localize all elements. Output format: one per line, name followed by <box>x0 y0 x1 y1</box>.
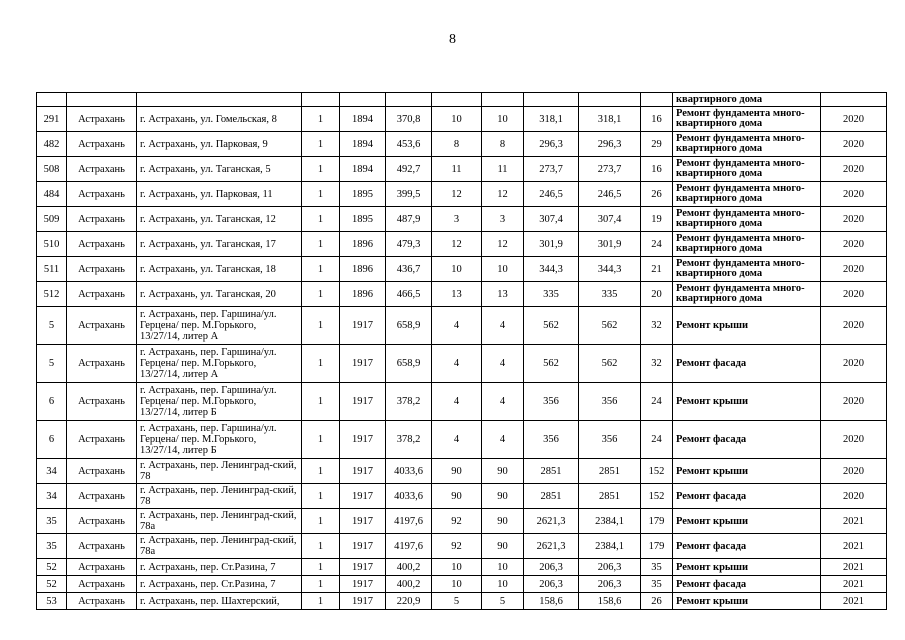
cell-city: Астрахань <box>67 534 137 559</box>
table-row <box>37 593 887 610</box>
table-row <box>37 484 887 509</box>
cell-area: 492,7 <box>386 157 432 182</box>
cell-year: 1917 <box>340 307 386 345</box>
cell-c8: 10 <box>482 559 524 576</box>
cell-num: 53 <box>37 593 67 610</box>
cell-year: 1895 <box>340 207 386 232</box>
cell-num: 6 <box>37 421 67 459</box>
cell-city: Астрахань <box>67 484 137 509</box>
cell-address: г. Астрахань, ул. Таганская, 18 <box>137 257 302 282</box>
cell-year: 1917 <box>340 383 386 421</box>
cell-year: 1917 <box>340 593 386 610</box>
cell-period: 2021 <box>821 534 887 559</box>
cell-c8: 3 <box>482 207 524 232</box>
cell-period: 2020 <box>821 484 887 509</box>
cell-c10: 273,7 <box>579 157 641 182</box>
cell-c10: 158,6 <box>579 593 641 610</box>
cell-num: 52 <box>37 559 67 576</box>
cell-year: 1894 <box>340 107 386 132</box>
cell-c9: 2851 <box>524 459 579 484</box>
cell-c9: 335 <box>524 282 579 307</box>
cell-address: г. Астрахань, пер. Ленинград-ский, 78а <box>137 509 302 534</box>
cell-city: Астрахань <box>67 232 137 257</box>
cell-c8: 8 <box>482 132 524 157</box>
cell-work: Ремонт фасада <box>673 576 821 593</box>
cell-c11: 19 <box>641 207 673 232</box>
cell-year: 1894 <box>340 132 386 157</box>
cell-c8 <box>482 93 524 107</box>
cell-year: 1917 <box>340 559 386 576</box>
cell-c10: 344,3 <box>579 257 641 282</box>
cell-area: 658,9 <box>386 307 432 345</box>
cell-address: г. Астрахань, ул. Таганская, 5 <box>137 157 302 182</box>
cell-c9 <box>524 93 579 107</box>
cell-c9: 356 <box>524 421 579 459</box>
cell-c4 <box>302 93 340 107</box>
cell-c4: 1 <box>302 421 340 459</box>
cell-c10: 356 <box>579 383 641 421</box>
cell-work: квартирного дома <box>673 93 821 107</box>
cell-area: 436,7 <box>386 257 432 282</box>
cell-c11: 35 <box>641 576 673 593</box>
cell-area: 453,6 <box>386 132 432 157</box>
cell-c7: 10 <box>432 107 482 132</box>
cell-period: 2020 <box>821 282 887 307</box>
page-number: 8 <box>449 32 456 47</box>
cell-c7: 90 <box>432 484 482 509</box>
cell-c10: 562 <box>579 307 641 345</box>
cell-c7 <box>432 93 482 107</box>
cell-c4: 1 <box>302 383 340 421</box>
cell-c4: 1 <box>302 307 340 345</box>
table-row <box>37 459 887 484</box>
table-row <box>37 534 887 559</box>
cell-c9: 2621,3 <box>524 509 579 534</box>
cell-c11: 35 <box>641 559 673 576</box>
cell-city: Астрахань <box>67 207 137 232</box>
cell-period: 2020 <box>821 132 887 157</box>
cell-work: Ремонт крыши <box>673 509 821 534</box>
cell-c11: 24 <box>641 421 673 459</box>
cell-work: Ремонт фундамента много-квартирного дома <box>673 257 821 282</box>
cell-area: 400,2 <box>386 576 432 593</box>
cell-c7: 4 <box>432 421 482 459</box>
cell-c4: 1 <box>302 232 340 257</box>
cell-work: Ремонт фасада <box>673 345 821 383</box>
cell-city: Астрахань <box>67 383 137 421</box>
cell-c11: 152 <box>641 484 673 509</box>
cell-c7: 10 <box>432 559 482 576</box>
cell-year: 1917 <box>340 421 386 459</box>
cell-c11: 16 <box>641 107 673 132</box>
cell-num: 509 <box>37 207 67 232</box>
cell-c11: 32 <box>641 307 673 345</box>
cell-work: Ремонт крыши <box>673 559 821 576</box>
cell-c8: 90 <box>482 534 524 559</box>
cell-c8: 90 <box>482 459 524 484</box>
cell-year: 1896 <box>340 257 386 282</box>
cell-num: 35 <box>37 534 67 559</box>
cell-c4: 1 <box>302 345 340 383</box>
cell-c8: 12 <box>482 232 524 257</box>
cell-c11: 24 <box>641 232 673 257</box>
cell-c4: 1 <box>302 282 340 307</box>
cell-city: Астрахань <box>67 509 137 534</box>
cell-c10: 2384,1 <box>579 534 641 559</box>
cell-period: 2020 <box>821 157 887 182</box>
cell-period: 2021 <box>821 576 887 593</box>
table-row <box>37 421 887 459</box>
cell-c9: 562 <box>524 345 579 383</box>
cell-c4: 1 <box>302 576 340 593</box>
cell-city: Астрахань <box>67 459 137 484</box>
cell-c9: 356 <box>524 383 579 421</box>
cell-c8: 90 <box>482 484 524 509</box>
cell-c11: 152 <box>641 459 673 484</box>
table-row <box>37 307 887 345</box>
cell-year <box>340 93 386 107</box>
cell-city: Астрахань <box>67 307 137 345</box>
cell-c11: 26 <box>641 593 673 610</box>
cell-c7: 12 <box>432 232 482 257</box>
cell-c10: 296,3 <box>579 132 641 157</box>
cell-c9: 206,3 <box>524 559 579 576</box>
table-row <box>37 509 887 534</box>
cell-num: 34 <box>37 459 67 484</box>
cell-area: 400,2 <box>386 559 432 576</box>
cell-address <box>137 93 302 107</box>
cell-period: 2020 <box>821 307 887 345</box>
cell-period: 2020 <box>821 232 887 257</box>
cell-city <box>67 93 137 107</box>
cell-c9: 246,5 <box>524 182 579 207</box>
cell-c11: 179 <box>641 534 673 559</box>
cell-work: Ремонт крыши <box>673 459 821 484</box>
cell-c4: 1 <box>302 509 340 534</box>
cell-city: Астрахань <box>67 107 137 132</box>
cell-year: 1894 <box>340 157 386 182</box>
cell-address: г. Астрахань, пер. Гаршина/ул. Герцена/ пер. М.Горького, 13/27/14, литер А <box>137 345 302 383</box>
cell-address: г. Астрахань, пер. Ленинград-ский, 78а <box>137 534 302 559</box>
cell-city: Астрахань <box>67 593 137 610</box>
cell-num: 482 <box>37 132 67 157</box>
table-row <box>37 182 887 207</box>
housing-repair-table <box>36 92 887 610</box>
cell-c4: 1 <box>302 132 340 157</box>
cell-c10: 335 <box>579 282 641 307</box>
cell-address: г. Астрахань, ул. Таганская, 20 <box>137 282 302 307</box>
cell-work: Ремонт фасада <box>673 484 821 509</box>
cell-c7: 5 <box>432 593 482 610</box>
cell-period: 2020 <box>821 257 887 282</box>
table-row <box>37 157 887 182</box>
cell-c4: 1 <box>302 559 340 576</box>
cell-area: 220,9 <box>386 593 432 610</box>
cell-year: 1917 <box>340 576 386 593</box>
cell-c10: 206,3 <box>579 576 641 593</box>
cell-work: Ремонт крыши <box>673 307 821 345</box>
cell-c4: 1 <box>302 207 340 232</box>
table-row <box>37 232 887 257</box>
cell-c9: 318,1 <box>524 107 579 132</box>
cell-address: г. Астрахань, пер. Ст.Разина, 7 <box>137 559 302 576</box>
cell-city: Астрахань <box>67 345 137 383</box>
cell-c10: 2851 <box>579 484 641 509</box>
cell-c8: 4 <box>482 421 524 459</box>
cell-year: 1895 <box>340 182 386 207</box>
cell-year: 1896 <box>340 282 386 307</box>
cell-address: г. Астрахань, пер. Гаршина/ул. Герцена/ пер. М.Горького, 13/27/14, литер Б <box>137 383 302 421</box>
cell-c8: 10 <box>482 107 524 132</box>
cell-c8: 11 <box>482 157 524 182</box>
cell-area: 4033,6 <box>386 484 432 509</box>
table-row <box>37 576 887 593</box>
cell-c11: 21 <box>641 257 673 282</box>
cell-c10: 301,9 <box>579 232 641 257</box>
cell-address: г. Астрахань, пер. Гаршина/ул. Герцена/ пер. М.Горького, 13/27/14, литер Б <box>137 421 302 459</box>
cell-period: 2020 <box>821 207 887 232</box>
cell-c9: 562 <box>524 307 579 345</box>
cell-c9: 307,4 <box>524 207 579 232</box>
cell-c8: 13 <box>482 282 524 307</box>
cell-c10: 356 <box>579 421 641 459</box>
cell-c9: 206,3 <box>524 576 579 593</box>
cell-period: 2020 <box>821 345 887 383</box>
cell-c4: 1 <box>302 257 340 282</box>
cell-c7: 10 <box>432 257 482 282</box>
cell-c10: 318,1 <box>579 107 641 132</box>
cell-c7: 12 <box>432 182 482 207</box>
cell-c8: 10 <box>482 576 524 593</box>
cell-c7: 90 <box>432 459 482 484</box>
cell-c10: 562 <box>579 345 641 383</box>
cell-city: Астрахань <box>67 559 137 576</box>
cell-c10: 246,5 <box>579 182 641 207</box>
cell-c9: 273,7 <box>524 157 579 182</box>
cell-year: 1917 <box>340 459 386 484</box>
cell-area: 4197,6 <box>386 534 432 559</box>
cell-c9: 158,6 <box>524 593 579 610</box>
cell-num: 511 <box>37 257 67 282</box>
cell-c8: 10 <box>482 257 524 282</box>
cell-c11: 29 <box>641 132 673 157</box>
cell-work: Ремонт крыши <box>673 593 821 610</box>
cell-c7: 4 <box>432 383 482 421</box>
cell-num: 35 <box>37 509 67 534</box>
cell-work: Ремонт фундамента много-квартирного дома <box>673 157 821 182</box>
cell-c7: 13 <box>432 282 482 307</box>
cell-c7: 92 <box>432 509 482 534</box>
table-row <box>37 257 887 282</box>
cell-c7: 11 <box>432 157 482 182</box>
cell-num: 510 <box>37 232 67 257</box>
cell-c8: 4 <box>482 383 524 421</box>
cell-c4: 1 <box>302 157 340 182</box>
cell-city: Астрахань <box>67 576 137 593</box>
cell-year: 1917 <box>340 484 386 509</box>
cell-work: Ремонт фундамента много-квартирного дома <box>673 282 821 307</box>
cell-num: 508 <box>37 157 67 182</box>
cell-c7: 8 <box>432 132 482 157</box>
cell-c10 <box>579 93 641 107</box>
cell-address: г. Астрахань, ул. Парковая, 11 <box>137 182 302 207</box>
cell-c4: 1 <box>302 182 340 207</box>
cell-c9: 2621,3 <box>524 534 579 559</box>
cell-c10: 2384,1 <box>579 509 641 534</box>
cell-area: 4033,6 <box>386 459 432 484</box>
cell-year: 1896 <box>340 232 386 257</box>
cell-work: Ремонт фундамента много-квартирного дома <box>673 207 821 232</box>
cell-num <box>37 93 67 107</box>
cell-work: Ремонт фундамента много-квартирного дома <box>673 132 821 157</box>
cell-c11: 20 <box>641 282 673 307</box>
table-row <box>37 107 887 132</box>
cell-period: 2021 <box>821 509 887 534</box>
continuation-row <box>37 93 887 107</box>
cell-c7: 4 <box>432 345 482 383</box>
cell-address: г. Астрахань, пер. Ст.Разина, 7 <box>137 576 302 593</box>
cell-c7: 10 <box>432 576 482 593</box>
cell-c10: 206,3 <box>579 559 641 576</box>
table-row <box>37 132 887 157</box>
cell-address: г. Астрахань, пер. Шахтерский, <box>137 593 302 610</box>
cell-work: Ремонт крыши <box>673 383 821 421</box>
cell-num: 484 <box>37 182 67 207</box>
cell-c4: 1 <box>302 459 340 484</box>
cell-c8: 90 <box>482 509 524 534</box>
cell-c10: 307,4 <box>579 207 641 232</box>
cell-c11: 24 <box>641 383 673 421</box>
cell-period: 2020 <box>821 182 887 207</box>
cell-num: 291 <box>37 107 67 132</box>
table-body <box>37 93 887 610</box>
cell-work: Ремонт фасада <box>673 421 821 459</box>
cell-year: 1917 <box>340 345 386 383</box>
cell-c10: 2851 <box>579 459 641 484</box>
cell-area: 4197,6 <box>386 509 432 534</box>
cell-period: 2021 <box>821 559 887 576</box>
cell-c8: 4 <box>482 345 524 383</box>
cell-work: Ремонт фасада <box>673 534 821 559</box>
cell-c4: 1 <box>302 534 340 559</box>
cell-area <box>386 93 432 107</box>
cell-address: г. Астрахань, ул. Гомельская, 8 <box>137 107 302 132</box>
cell-c7: 4 <box>432 307 482 345</box>
cell-address: г. Астрахань, пер. Гаршина/ул. Герцена/ пер. М.Горького, 13/27/14, литер А <box>137 307 302 345</box>
cell-c9: 344,3 <box>524 257 579 282</box>
cell-year: 1917 <box>340 534 386 559</box>
cell-c11: 26 <box>641 182 673 207</box>
cell-num: 34 <box>37 484 67 509</box>
cell-city: Астрахань <box>67 157 137 182</box>
cell-work: Ремонт фундамента много-квартирного дома <box>673 107 821 132</box>
cell-c11 <box>641 93 673 107</box>
cell-period: 2020 <box>821 383 887 421</box>
cell-area: 479,3 <box>386 232 432 257</box>
cell-c9: 2851 <box>524 484 579 509</box>
cell-area: 487,9 <box>386 207 432 232</box>
cell-c8: 5 <box>482 593 524 610</box>
cell-area: 658,9 <box>386 345 432 383</box>
cell-c4: 1 <box>302 593 340 610</box>
cell-num: 6 <box>37 383 67 421</box>
cell-work: Ремонт фундамента много-квартирного дома <box>673 232 821 257</box>
cell-num: 52 <box>37 576 67 593</box>
cell-area: 370,8 <box>386 107 432 132</box>
cell-c7: 3 <box>432 207 482 232</box>
cell-address: г. Астрахань, ул. Парковая, 9 <box>137 132 302 157</box>
cell-area: 399,5 <box>386 182 432 207</box>
cell-city: Астрахань <box>67 421 137 459</box>
cell-address: г. Астрахань, ул. Таганская, 17 <box>137 232 302 257</box>
cell-city: Астрахань <box>67 257 137 282</box>
cell-c7: 92 <box>432 534 482 559</box>
cell-work: Ремонт фундамента много-квартирного дома <box>673 182 821 207</box>
cell-address: г. Астрахань, ул. Таганская, 12 <box>137 207 302 232</box>
cell-num: 5 <box>37 345 67 383</box>
cell-address: г. Астрахань, пер. Ленинград-ский, 78 <box>137 484 302 509</box>
table-row <box>37 383 887 421</box>
cell-area: 378,2 <box>386 383 432 421</box>
cell-period <box>821 93 887 107</box>
cell-c9: 301,9 <box>524 232 579 257</box>
cell-period: 2020 <box>821 107 887 132</box>
cell-city: Астрахань <box>67 182 137 207</box>
cell-num: 5 <box>37 307 67 345</box>
cell-address: г. Астрахань, пер. Ленинград-ский, 78 <box>137 459 302 484</box>
cell-c4: 1 <box>302 484 340 509</box>
cell-period: 2020 <box>821 421 887 459</box>
cell-c11: 32 <box>641 345 673 383</box>
cell-num: 512 <box>37 282 67 307</box>
cell-area: 378,2 <box>386 421 432 459</box>
cell-period: 2021 <box>821 593 887 610</box>
cell-period: 2020 <box>821 459 887 484</box>
cell-city: Астрахань <box>67 132 137 157</box>
cell-c8: 4 <box>482 307 524 345</box>
cell-year: 1917 <box>340 509 386 534</box>
cell-c8: 12 <box>482 182 524 207</box>
table-row <box>37 282 887 307</box>
cell-c4: 1 <box>302 107 340 132</box>
cell-city: Астрахань <box>67 282 137 307</box>
table-row <box>37 345 887 383</box>
cell-c11: 179 <box>641 509 673 534</box>
cell-c9: 296,3 <box>524 132 579 157</box>
cell-area: 466,5 <box>386 282 432 307</box>
table-row <box>37 559 887 576</box>
table-row <box>37 207 887 232</box>
cell-c11: 16 <box>641 157 673 182</box>
